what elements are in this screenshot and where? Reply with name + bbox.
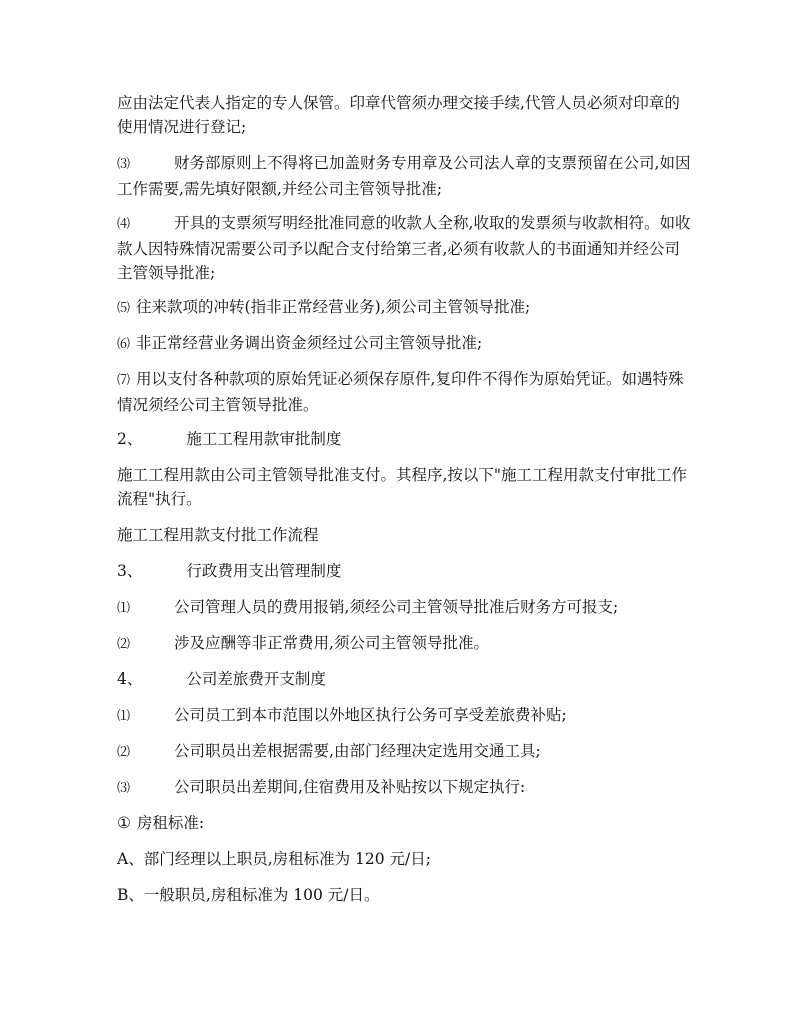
paragraph-travel-item-3	[117, 775, 692, 801]
paragraph-text: A、部门经理以上职员,房租标准为 120 元/日;	[117, 850, 432, 868]
paragraph-text: 非正常经营业务调出资金须经过公司主管领导批准;	[136, 334, 483, 352]
paragraph-text: 公司员工到本市范围以外地区执行公务可享受差旅费补贴;	[174, 706, 567, 724]
paragraph-admin-item-2	[117, 631, 692, 657]
paragraph-text: 涉及应酬等非正常费用,须公司主管领导批准。	[174, 634, 489, 652]
paragraph-item-6-funds	[117, 331, 692, 357]
section-title: 公司差旅费开支制度	[186, 670, 326, 688]
section-title: 施工工程用款审批制度	[186, 430, 342, 448]
paragraph-text: 用以支付各种款项的原始凭证必须保存原件,复印件不得作为原始凭证。如遇特殊情况须经公司主管领导批准。	[117, 370, 684, 414]
paragraph-room-standard-b	[117, 883, 692, 907]
paragraph-workflow-title	[117, 523, 692, 547]
item-number: ⑴	[117, 709, 131, 724]
item-number: ⑶	[117, 781, 131, 796]
paragraph-seal-custody	[117, 91, 692, 139]
paragraph-admin-item-1	[117, 595, 692, 621]
section-number: 3、	[117, 562, 143, 580]
paragraph-item-5-transfers	[117, 295, 692, 321]
paragraph-text: 房租标准:	[136, 814, 205, 832]
section-number: 2、	[117, 430, 143, 448]
paragraph-item-7-vouchers	[117, 367, 692, 417]
item-number: ⑺	[117, 373, 131, 388]
paragraph-text: 施工工程用款支付批工作流程	[117, 526, 319, 544]
paragraph-travel-item-1	[117, 703, 692, 729]
paragraph-text: 开具的支票须写明经批准同意的收款人全称,收取的发票须与收款相符。如收款人因特殊情况需要公司予以配合支付给第三者,必须有收款人的书面通知并经公司主管领导批准;	[117, 214, 691, 282]
paragraph-item-3-check-deposit	[117, 151, 692, 201]
paragraph-room-standard	[117, 811, 692, 835]
item-number: ⑸	[117, 301, 131, 316]
item-number: ⑷	[117, 217, 131, 232]
section-title: 行政费用支出管理制度	[186, 562, 342, 580]
paragraph-construction-funds	[117, 463, 692, 511]
paragraph-item-4-check-payee	[117, 211, 692, 285]
paragraph-text: 公司职员出差根据需要,由部门经理决定选用交通工具;	[174, 742, 541, 760]
section-number: 4、	[117, 670, 143, 688]
paragraph-text: B、一般职员,房租标准为 100 元/日。	[117, 886, 380, 904]
item-number: ⑵	[117, 637, 131, 652]
paragraph-text: 施工工程用款由公司主管领导批准支付。其程序,按以下"施工工程用款支付审批工作流程"执行。	[117, 466, 688, 508]
item-number: ⑵	[117, 745, 131, 760]
paragraph-text: 应由法定代表人指定的专人保管。印章代管须办理交接手续,代管人员必须对印章的使用情况进行登记;	[117, 94, 680, 136]
paragraph-room-standard-a	[117, 847, 692, 871]
section-heading-4	[117, 667, 692, 691]
paragraph-text: 往来款项的冲转(指非正常经营业务),须公司主管领导批准;	[136, 298, 531, 316]
paragraph-travel-item-2	[117, 739, 692, 765]
item-number: ①	[117, 814, 131, 832]
paragraph-text: 公司职员出差期间,住宿费用及补贴按以下规定执行:	[174, 778, 526, 796]
section-heading-2	[117, 427, 692, 451]
item-number: ⑹	[117, 337, 131, 352]
paragraph-text: 公司管理人员的费用报销,须经公司主管领导批准后财务方可报支;	[174, 598, 619, 616]
item-number: ⑴	[117, 601, 131, 616]
item-number: ⑶	[117, 157, 131, 172]
section-heading-3	[117, 559, 692, 583]
paragraph-text: 财务部原则上不得将已加盖财务专用章及公司法人章的支票预留在公司,如因工作需要,需先填好限额,并经公司主管领导批准;	[117, 154, 691, 198]
